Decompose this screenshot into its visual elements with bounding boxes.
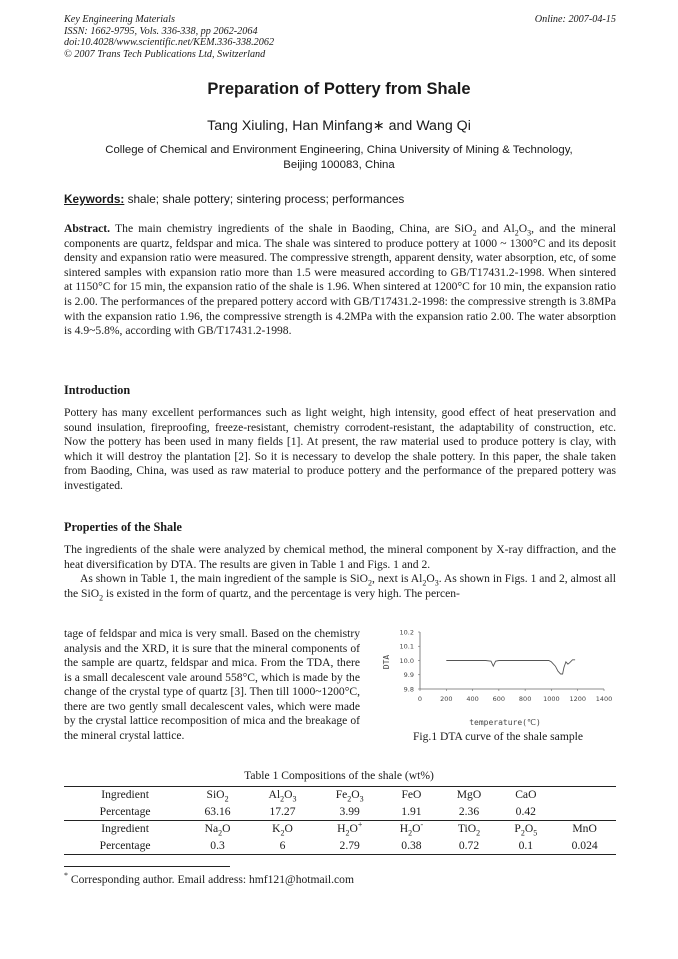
chart-ticks xyxy=(400,628,613,703)
cell-text: Al xyxy=(268,788,281,801)
introduction-heading: Introduction xyxy=(64,383,131,397)
y-tick-label: 10.0 xyxy=(399,656,414,665)
properties-paragraph-2 xyxy=(64,572,616,601)
abstract-label: Abstract. xyxy=(64,222,111,235)
paragraph-text: O xyxy=(426,572,435,585)
keywords xyxy=(64,192,616,206)
subscript: 3 xyxy=(292,794,297,804)
footnote-text: Corresponding author. Email address: hmf121@hotmail.com xyxy=(68,873,354,886)
properties-paragraph-1: The ingredients of the shale were analyzed by chemical method, the mineral component by X-ray diffraction, and the heat diversification by DTA. The results are given in Table 1 and Figs. 1 and 2. xyxy=(64,543,616,571)
x-tick-label: 1000 xyxy=(543,695,560,703)
subscript: 2 xyxy=(368,578,373,588)
table-cell xyxy=(553,787,616,804)
footnote-mark: * xyxy=(64,871,68,881)
abstract-text: and Al xyxy=(476,222,515,235)
table-cell xyxy=(440,787,499,804)
affiliation-line-1: College of Chemical and Environment Engineering, China University of Mining & Technology, xyxy=(105,144,573,156)
table-cell xyxy=(186,821,249,838)
table-cell xyxy=(440,838,499,855)
table-cell xyxy=(498,787,553,804)
table-cell xyxy=(186,804,249,821)
table-cell xyxy=(383,821,439,838)
abstract-text: The main chemistry ingredients of the shale in Baoding, China, are SiO xyxy=(110,222,473,235)
x-tick-label: 1200 xyxy=(569,695,586,703)
paragraph-text: is existed in the form of quartz, and the percentage is very high. The percen- xyxy=(103,586,460,600)
abstract xyxy=(64,222,616,339)
table-cell xyxy=(186,787,249,804)
superscript: - xyxy=(420,820,424,830)
table-cell xyxy=(553,821,616,838)
table-row xyxy=(64,838,616,855)
subscript: 2 xyxy=(224,794,229,804)
footnote-rule xyxy=(64,866,230,867)
subscript: 3 xyxy=(434,578,439,588)
cell-text: O xyxy=(284,788,293,801)
cell-text: 1.91 xyxy=(401,804,422,818)
cell-text: 0.72 xyxy=(458,838,480,852)
y-axis-label: DTA xyxy=(382,654,391,670)
table-cell xyxy=(440,821,499,838)
table-cell xyxy=(249,838,316,855)
table-cell xyxy=(316,821,383,838)
table-cell xyxy=(316,804,383,821)
affiliation xyxy=(60,143,618,172)
properties-paragraph-3: tage of feldspar and mica is very small. Based on the chemistry analysis and the XRD, it is sure that the mineral components of the sample are quartz, feldspar and mica. From the TDA, there is a small decalescent vale around 558°C, which is made by the change of the crystal type of quartz [3]. Then till 1000~1200°C, there are two gently small decalescent vales, which were made by the crystal lattice recomposition of mica and the breakage of the mineral crystal lattice. xyxy=(64,627,360,742)
cell-text: P xyxy=(514,822,521,835)
table-cell xyxy=(249,787,316,804)
cell-text: 3.99 xyxy=(339,804,360,818)
x-tick-label: 400 xyxy=(466,695,479,703)
abstract-text: , and the mineral components are quartz, feldspar and mica. The shale was sintered to produce pottery at 1000 ~ 1300°C and its deposit density and expansion ratio were measured. The compressive strength, apparent density, water absorption, etc, of some sintered samples with expansion ratio more than 1.5 were measured according to GB/T17431.2-1998. When sintered at 1150°C for 15 min, the expansion ratio of the shale is 1.96. When sintered at 1200°C for 10 min, the expansion ratio is 2.00. The performances of the prepared pottery accord with GB/T17431.2-1998: the compressive strength is 3.8MPa with the expansion ratio 1.96, the compressive strength is 4.2MPa with the expansion ratio 2.00. The water absorption is 4.9~5.8%, according with GB/T17431.2-1998. xyxy=(64,222,616,338)
introduction-text: Pottery has many excellent performances such as light weight, high intensity, good effect of heat preservation and sound insulation, fireproofing, freeze-resistant, chemistry corrodent-resistant, the adaptability of construction, etc. Now the pottery has been used in many fields [1]. At present, the raw material used to produce pottery is clay, with which it will destroy the plantation [2]. So it is necessary to develop the shale pottery. In this paper, the shale taken from Baoding, China, was used as raw material to produce pottery and the performance of the prepared pottery was investigated. xyxy=(64,406,616,492)
paragraph-text: As shown in Table 1, the main ingredient of the sample is SiO xyxy=(80,572,369,585)
table-row xyxy=(64,787,616,804)
table-cell xyxy=(64,787,186,804)
x-tick-label: 800 xyxy=(518,695,532,703)
subscript: 2 xyxy=(280,794,285,804)
cell-text: Percentage xyxy=(99,804,151,818)
x-tick-label: 200 xyxy=(440,695,453,703)
table-cell xyxy=(553,838,616,855)
y-tick-label: 9.8 xyxy=(403,685,414,694)
affiliation-line-2: Beijing 100083, China xyxy=(283,158,395,171)
cell-text: 2.36 xyxy=(458,804,480,818)
figure-caption: Fig.1 DTA curve of the shale sample xyxy=(412,730,584,743)
chart-series xyxy=(446,660,575,674)
table-cell xyxy=(186,838,249,855)
paper-title: Preparation of Pottery from Shale xyxy=(207,80,471,98)
table-row xyxy=(64,804,616,821)
table-cell xyxy=(498,804,553,821)
table-cell xyxy=(383,787,439,804)
paragraph-text: . As shown in Figs. 1 and 2, almost all the SiO xyxy=(64,572,616,600)
keywords-label: Keywords: xyxy=(64,192,125,206)
table-cell xyxy=(383,804,439,821)
table-cell xyxy=(64,821,186,838)
cell-text: O xyxy=(524,822,534,835)
table-caption: Table 1 Compositions of the shale (wt%) xyxy=(244,769,434,782)
dta-figure xyxy=(372,622,624,746)
subscript: 2 xyxy=(408,828,413,838)
cell-text: 63.16 xyxy=(204,804,231,818)
online-date: Online: 2007-04-15 xyxy=(534,14,616,25)
subscript: 2 xyxy=(280,828,285,838)
table-cell xyxy=(498,821,553,838)
cell-text: 2.79 xyxy=(339,838,360,852)
subscript: 2 xyxy=(347,794,352,804)
table-cell xyxy=(64,804,186,821)
authors: Tang Xiuling, Han Minfang∗ and Wang Qi xyxy=(207,118,471,134)
issn-line: ISSN: 1662-9795, Vols. 336-338, pp 2062-2064 xyxy=(64,25,258,37)
cell-text: O xyxy=(284,822,293,835)
table-cell xyxy=(316,787,383,804)
subscript: 5 xyxy=(533,828,538,838)
cell-text: 0.38 xyxy=(401,838,422,852)
x-tick-label: 600 xyxy=(492,695,506,703)
dta-curve xyxy=(446,660,575,674)
y-tick-label: 9.9 xyxy=(403,671,414,680)
cell-text: 0.3 xyxy=(210,838,225,852)
paragraph-text: , next is Al xyxy=(372,572,423,585)
properties-heading: Properties of the Shale xyxy=(64,520,182,534)
subscript: 2 xyxy=(422,578,427,588)
footnote xyxy=(64,873,354,886)
composition-table xyxy=(64,786,616,855)
x-tick-label: 0 xyxy=(417,695,423,703)
cell-text: O xyxy=(412,822,421,835)
subscript: 2 xyxy=(514,228,519,238)
superscript: + xyxy=(357,820,363,830)
cell-text: Ingredient xyxy=(101,788,149,801)
cell-text: O xyxy=(351,788,360,801)
cell-text: K xyxy=(272,822,281,835)
x-axis-label: temperature(℃) xyxy=(469,718,541,727)
subscript: 3 xyxy=(359,794,364,804)
cell-text: FeO xyxy=(401,788,422,801)
cell-text: 0.024 xyxy=(571,838,598,852)
cell-text: MgO xyxy=(456,788,482,801)
table-cell xyxy=(249,804,316,821)
table-cell xyxy=(440,804,499,821)
table-cell xyxy=(249,821,316,838)
cell-text: O xyxy=(349,822,358,835)
cell-text: Fe xyxy=(335,788,348,801)
table-cell xyxy=(498,838,553,855)
subscript: 3 xyxy=(527,228,532,238)
y-tick-label: 10.1 xyxy=(399,642,414,651)
subscript: 2 xyxy=(345,828,350,838)
subscript: 2 xyxy=(472,228,477,238)
subscript: 2 xyxy=(476,828,481,838)
cell-text: 17.27 xyxy=(269,804,296,818)
cell-text: Ingredient xyxy=(101,822,149,835)
cell-text: MnO xyxy=(572,822,597,835)
table-cell xyxy=(316,838,383,855)
subscript: 2 xyxy=(520,828,525,838)
cell-text: Percentage xyxy=(99,838,151,852)
table-cell xyxy=(64,838,186,855)
cell-text: H xyxy=(337,822,346,835)
cell-text: CaO xyxy=(515,788,537,801)
copyright-line: © 2007 Trans Tech Publications Ltd, Switzerland xyxy=(64,48,266,60)
cell-text: 6 xyxy=(279,838,286,852)
table-row xyxy=(64,821,616,838)
subscript: 2 xyxy=(99,592,104,602)
doi-line: doi:10.4028/www.scientific.net/KEM.336-338.2062 xyxy=(64,37,275,48)
x-tick-label: 1400 xyxy=(595,695,613,703)
cell-text: TiO xyxy=(457,822,477,835)
cell-text: SiO xyxy=(206,788,225,801)
cell-text: 0.1 xyxy=(518,838,534,852)
table-cell xyxy=(553,804,616,821)
dta-chart xyxy=(372,622,624,732)
y-tick-label: 10.2 xyxy=(399,628,414,637)
journal-header xyxy=(64,14,616,60)
cell-text: 0.42 xyxy=(515,804,536,818)
cell-text: H xyxy=(399,822,409,835)
keywords-text: shale; shale pottery; sintering process; performances xyxy=(124,192,405,206)
table-cell xyxy=(383,838,439,855)
cell-text: O xyxy=(222,822,231,835)
abstract-text: O xyxy=(518,222,528,235)
subscript: 2 xyxy=(218,828,223,838)
journal-name: Key Engineering Materials xyxy=(64,14,175,25)
cell-text: Na xyxy=(204,822,219,835)
